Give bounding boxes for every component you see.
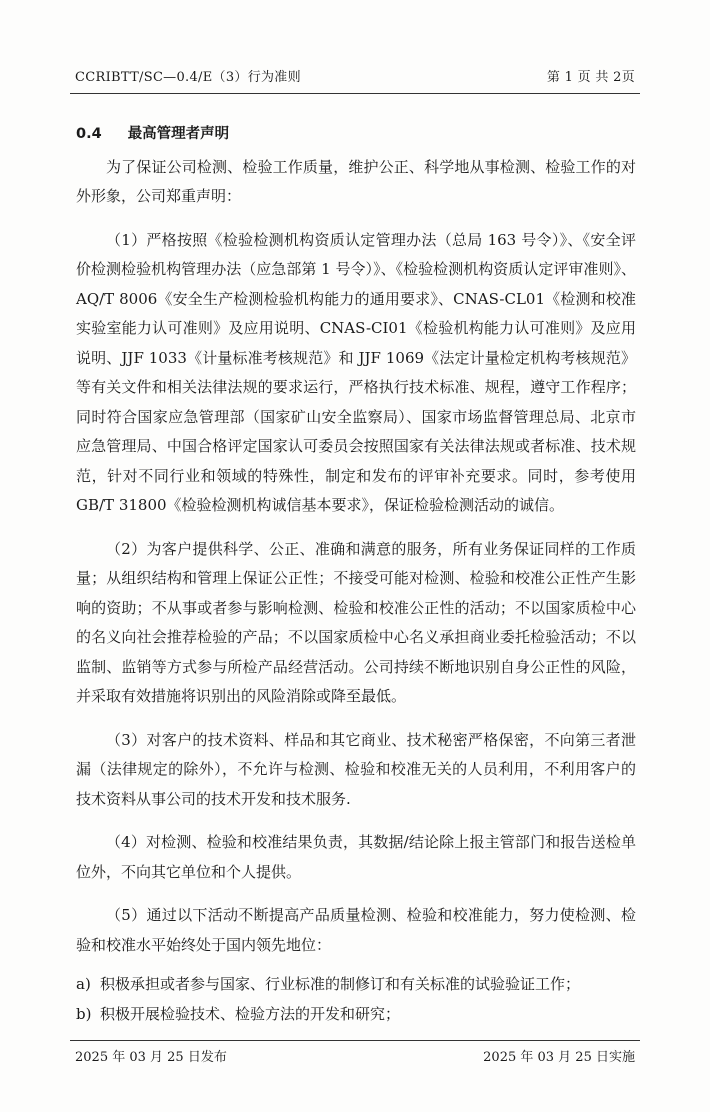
section-title: 最高管理者声明 [127,126,230,142]
issue-date: 2025 年 03 月 25 日发布 [75,1050,227,1065]
list-text: 积极开展检验技术、检验方法的开发和研究； [100,1004,401,1023]
list-marker: a) [76,975,91,993]
list-item [76,1000,636,1030]
footer-divider [70,1040,640,1041]
section-heading [76,120,636,150]
page-header [75,66,635,88]
paragraph-1: （1）严格按照《检验检测机构资质认定管理办法（总局 163 号令）》、《安全评价检测检验机构管理办法（应急部第 1 号令）》、《检验检测机构资质认定评审准则》、AQ/T 8006《安全生产检测检验机构能力的通用要求》、CNAS-CL01《检测和校准实验室能力认可准则》及应用说明、CNAS-CI01《检验机构能力认可准则》及应用说明、JJF 1033《计量标准考核规范》和 JJF 1069《法定计量检定机构考核规范》等有关文件和相关法律法规的要求运行，严格执行技术标准、规程，遵守工作程序；同时符合国家应急管理部（国家矿山安全监察局）、国家市场监督管理总局、北京市应急管理局、中国合格评定国家认可委员会按照国家有关法律法规或者标准、技术规范，针对不同行业和领域的特殊性，制定和发布的评审补充要求。同时，参考使用 GB/T 31800《检验检测机构诚信基本要求》，保证检验检测活动的诚信。 [76,230,636,514]
paragraph-5: （5）通过以下活动不断提高产品质量检测、检验和校准能力，努力使检测、检验和校准水平始终处于国内领先地位： [76,906,636,954]
doc-code: CCRIBTT/SC—0.4/E（3）行为准则 [75,70,301,85]
section-number: 0.4 [76,126,102,142]
list-text: 积极承担或者参与国家、行业标准的制修订和有关标准的试验验证工作； [100,975,581,993]
paragraph-intro: 为了保证公司检测、检验工作质量，维护公正、科学地从事检测、检验工作的对外形象，公司郑重声明： [76,157,636,205]
list-item [76,970,636,1000]
header-divider [70,93,640,94]
document-body [76,120,636,1029]
effective-date: 2025 年 03 月 25 日实施 [483,1050,635,1065]
paragraph-2: （2）为客户提供科学、公正、准确和满意的服务，所有业务保证同样的工作质量；从组织结构和管理上保证公正性；不接受可能对检测、检验和校准公正性产生影响的资助；不从事或者参与影响检测、检验和校准公正性的活动；不以国家质检中心的名义向社会推荐检验的产品；不以国家质检中心名义承担商业委托检验活动；不以监制、监销等方式参与所检产品经营活动。公司持续不断地识别自身公正性的风险，并采取有效措施将识别出的风险消除或降至最低。 [76,539,636,705]
paragraph-4: （4）对检测、检验和校准结果负责，其数据/结论除上报主管部门和报告送检单位外，不向其它单位和个人提供。 [76,833,636,881]
list-marker: b) [76,1004,92,1023]
paragraph-3: （3）对客户的技术资料、样品和其它商业、技术秘密严格保密，不向第三者泄漏（法律规定的除外），不允许与检测、检验和校准无关的人员利用，不利用客户的技术资料从事公司的技术开发和技术服务. [76,730,636,808]
page-info: 第 1 页 共 2页 [546,70,635,85]
